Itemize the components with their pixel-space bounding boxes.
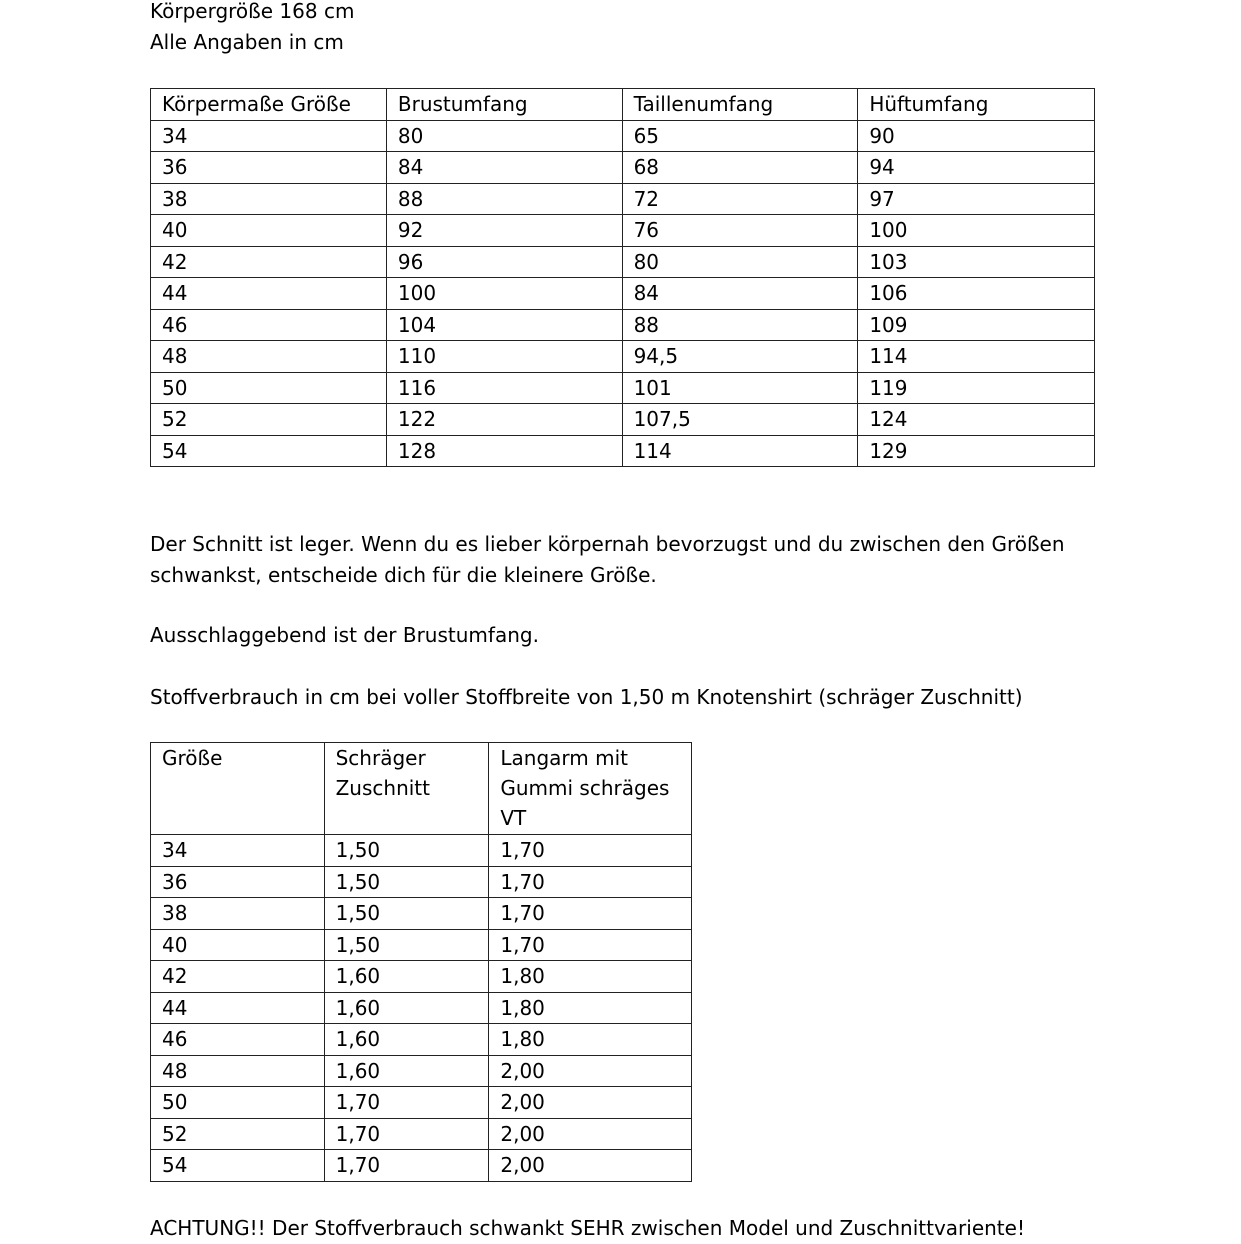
fabric-table-cell-size: 38 — [151, 898, 325, 930]
size-table-cell-bust: 96 — [386, 246, 622, 278]
size-table-cell-bust: 100 — [386, 278, 622, 310]
table-row — [151, 898, 692, 930]
size-table-cell-hip: 129 — [858, 435, 1095, 467]
fabric-table-cell-long-sleeve: 1,70 — [489, 929, 692, 961]
size-table-cell-waist: 72 — [622, 183, 858, 215]
table-row — [151, 961, 692, 993]
size-table-cell-hip: 103 — [858, 246, 1095, 278]
fabric-table-cell-long-sleeve: 1,80 — [489, 1024, 692, 1056]
fabric-table-cell-bias-cut: 1,70 — [324, 1150, 489, 1182]
table-row — [151, 1024, 692, 1056]
fabric-table-cell-long-sleeve: 1,70 — [489, 835, 692, 867]
decisive-measure-note: Ausschlaggebend ist der Brustumfang. — [150, 623, 539, 647]
size-table-cell-hip: 90 — [858, 120, 1095, 152]
fabric-table-cell-size: 44 — [151, 992, 325, 1024]
fabric-table-cell-long-sleeve: 1,80 — [489, 961, 692, 993]
fabric-table-cell-bias-cut: 1,60 — [324, 961, 489, 993]
size-table-header-hip: Hüftumfang — [858, 89, 1095, 121]
table-row — [151, 835, 692, 867]
fabric-table-cell-bias-cut: 1,50 — [324, 866, 489, 898]
size-table-cell-bust: 116 — [386, 372, 622, 404]
fabric-table-header-size — [151, 743, 325, 835]
fabric-table-cell-long-sleeve: 2,00 — [489, 1150, 692, 1182]
fabric-table-cell-size: 36 — [151, 866, 325, 898]
header-line: Langarm mit — [500, 746, 628, 770]
fabric-table-cell-bias-cut: 1,70 — [324, 1087, 489, 1119]
fabric-table-cell-size: 50 — [151, 1087, 325, 1119]
fabric-table-cell-long-sleeve: 2,00 — [489, 1087, 692, 1119]
fabric-table-cell-size: 54 — [151, 1150, 325, 1182]
size-table-cell-waist: 80 — [622, 246, 858, 278]
size-table-cell-waist: 101 — [622, 372, 858, 404]
size-table-cell-hip: 106 — [858, 278, 1095, 310]
fabric-table-cell-long-sleeve: 2,00 — [489, 1118, 692, 1150]
fabric-table-cell-bias-cut: 1,60 — [324, 1024, 489, 1056]
table-row — [151, 866, 692, 898]
table-row — [151, 929, 692, 961]
size-table-cell-hip: 97 — [858, 183, 1095, 215]
size-table-cell-bust: 122 — [386, 404, 622, 436]
header-line: Größe — [162, 746, 223, 770]
fabric-usage-table — [150, 742, 692, 1182]
table-row — [151, 120, 1095, 152]
header-line: Gummi schräges — [500, 776, 670, 800]
size-table-cell-waist: 114 — [622, 435, 858, 467]
table-row — [151, 309, 1095, 341]
table-row — [151, 1087, 692, 1119]
fabric-table-cell-long-sleeve: 1,70 — [489, 898, 692, 930]
fabric-usage-intro: Stoffverbrauch in cm bei voller Stoffbreite von 1,50 m Knotenshirt (schräger Zuschnitt) — [150, 685, 1023, 709]
fabric-table-cell-bias-cut: 1,50 — [324, 898, 489, 930]
body-height-line: Körpergröße 168 cm — [150, 0, 355, 23]
fabric-table-cell-size: 34 — [151, 835, 325, 867]
table-row — [151, 278, 1095, 310]
size-table-cell-waist: 65 — [622, 120, 858, 152]
size-table-cell-size: 36 — [151, 152, 387, 184]
size-table-cell-size: 38 — [151, 183, 387, 215]
size-table-cell-hip: 100 — [858, 215, 1095, 247]
fabric-table-cell-bias-cut: 1,50 — [324, 929, 489, 961]
size-table-header-bust: Brustumfang — [386, 89, 622, 121]
fabric-table-cell-size: 52 — [151, 1118, 325, 1150]
fabric-table-cell-bias-cut: 1,50 — [324, 835, 489, 867]
size-table-cell-bust: 104 — [386, 309, 622, 341]
size-table-cell-hip: 119 — [858, 372, 1095, 404]
size-table-cell-size: 54 — [151, 435, 387, 467]
size-table-cell-bust: 128 — [386, 435, 622, 467]
table-row — [151, 1055, 692, 1087]
table-row — [151, 992, 692, 1024]
size-table-cell-hip: 109 — [858, 309, 1095, 341]
size-table-cell-bust: 84 — [386, 152, 622, 184]
fabric-table-cell-long-sleeve: 1,80 — [489, 992, 692, 1024]
fabric-table-cell-size: 42 — [151, 961, 325, 993]
header-line: VT — [500, 806, 527, 830]
size-table-cell-bust: 110 — [386, 341, 622, 373]
size-table-cell-bust: 80 — [386, 120, 622, 152]
size-table-cell-bust: 92 — [386, 215, 622, 247]
size-table-header-waist: Taillenumfang — [622, 89, 858, 121]
size-table-cell-size: 50 — [151, 372, 387, 404]
fabric-table-cell-long-sleeve: 1,70 — [489, 866, 692, 898]
fabric-table-cell-size: 46 — [151, 1024, 325, 1056]
size-table-header-size: Körpermaße Größe — [151, 89, 387, 121]
size-table-cell-waist: 94,5 — [622, 341, 858, 373]
table-row — [151, 372, 1095, 404]
size-table-cell-size: 42 — [151, 246, 387, 278]
table-row — [151, 246, 1095, 278]
size-table-cell-size: 52 — [151, 404, 387, 436]
units-line: Alle Angaben in cm — [150, 30, 344, 54]
size-table-cell-size: 48 — [151, 341, 387, 373]
size-measurements-table — [150, 88, 1095, 467]
size-table-cell-size: 34 — [151, 120, 387, 152]
table-row — [151, 341, 1095, 373]
fabric-table-header-bias-cut — [324, 743, 489, 835]
size-table-cell-waist: 84 — [622, 278, 858, 310]
fabric-table-cell-size: 48 — [151, 1055, 325, 1087]
fit-note-line-2: schwankst, entscheide dich für die kleinere Größe. — [150, 563, 657, 587]
size-table-cell-waist: 76 — [622, 215, 858, 247]
fabric-table-cell-long-sleeve: 2,00 — [489, 1055, 692, 1087]
size-table-cell-hip: 124 — [858, 404, 1095, 436]
table-row — [151, 152, 1095, 184]
warning-note: ACHTUNG!! Der Stoffverbrauch schwankt SEHR zwischen Model und Zuschnittvariente! — [150, 1216, 1025, 1240]
size-table-cell-waist: 107,5 — [622, 404, 858, 436]
table-row — [151, 215, 1095, 247]
table-row — [151, 404, 1095, 436]
size-table-cell-size: 40 — [151, 215, 387, 247]
table-row — [151, 183, 1095, 215]
table-row — [151, 1118, 692, 1150]
size-table-cell-waist: 88 — [622, 309, 858, 341]
fit-note-line-1: Der Schnitt ist leger. Wenn du es lieber körpernah bevorzugst und du zwischen den Größen — [150, 532, 1065, 556]
size-table-cell-size: 44 — [151, 278, 387, 310]
size-table-cell-bust: 88 — [386, 183, 622, 215]
size-table-cell-size: 46 — [151, 309, 387, 341]
fabric-table-cell-size: 40 — [151, 929, 325, 961]
fabric-table-cell-bias-cut: 1,60 — [324, 1055, 489, 1087]
header-line: Schräger — [335, 746, 426, 770]
fabric-table-cell-bias-cut: 1,70 — [324, 1118, 489, 1150]
fabric-table-header-row — [151, 743, 692, 835]
header-line: Zuschnitt — [335, 776, 430, 800]
size-table-cell-hip: 94 — [858, 152, 1095, 184]
size-table-cell-waist: 68 — [622, 152, 858, 184]
table-row — [151, 1150, 692, 1182]
size-table-cell-hip: 114 — [858, 341, 1095, 373]
fabric-table-cell-bias-cut: 1,60 — [324, 992, 489, 1024]
size-table-header-row — [151, 89, 1095, 121]
table-row — [151, 435, 1095, 467]
fabric-table-header-long-sleeve — [489, 743, 692, 835]
